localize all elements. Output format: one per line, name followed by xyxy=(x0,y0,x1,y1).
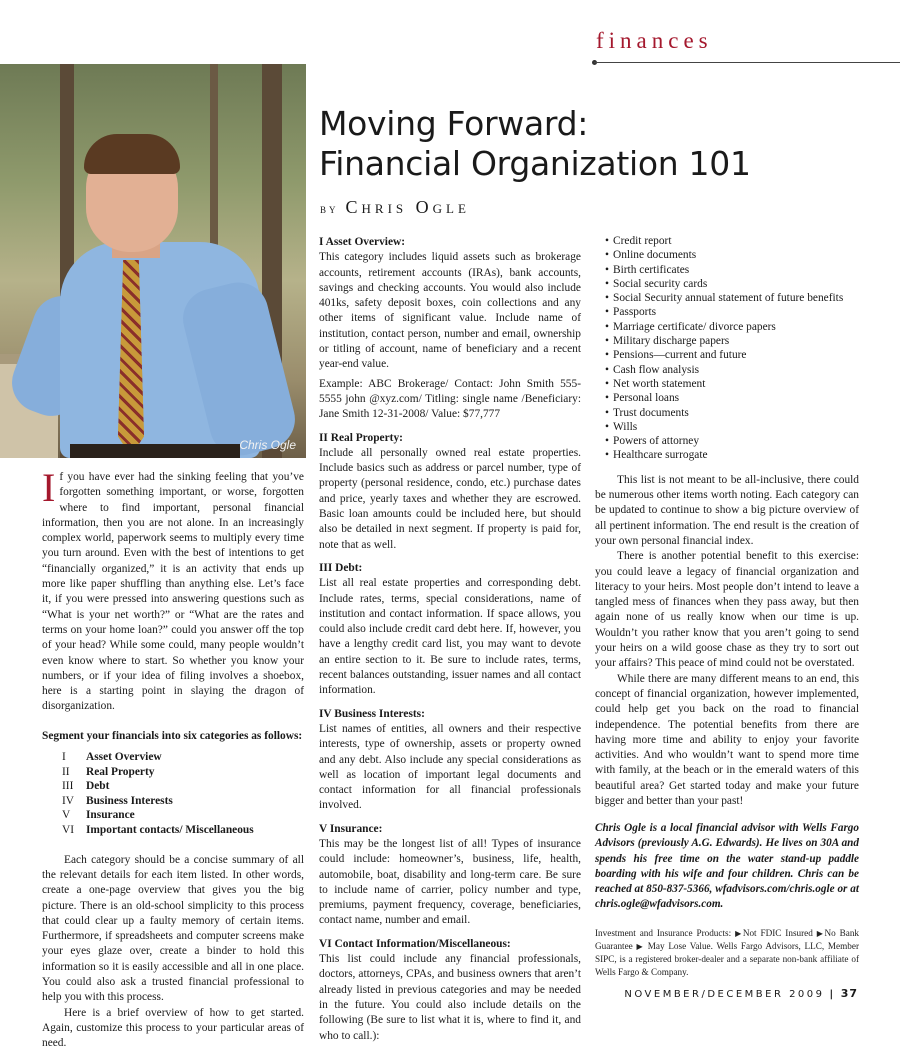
section-insurance xyxy=(319,822,581,929)
section-heading: VI Contact Information/Miscellaneous: xyxy=(319,937,511,950)
list-item: • Cash flow analysis xyxy=(605,363,859,377)
section-business-interests xyxy=(319,707,581,814)
section-body: This list could include any financial professionals, doctors, attorneys, CPAs, and business owners that aren’t already listed in previous categories and may be needed in the future. You could also include details on the following (Be sure to list what it is, where to find it, and who to call.): xyxy=(319,953,581,1042)
section-body: This category includes liquid assets such as brokerage accounts, retirement accounts (IRAs), bank accounts, savings and checking accounts. You would also include 401ks, safety deposit boxes, coin collections and any other items of significant value. Include name of institution, contact person, number and email, ownership or titling of account, name of beneficiary and a recent year-end value. xyxy=(319,251,581,371)
author-bio: Chris Ogle is a local financial advisor with Wells Fargo Advisors (previously A.G. Edwards). He lives on 30A and spends his free time on the water stand-up paddle boarding with his wife and four children. Chris can be reached at 850-837-5366, wfadvisors.com/chris.ogle or at chris.ogle@wfadvisors.com. xyxy=(595,822,859,911)
list-item: • Net worth statement xyxy=(605,377,859,391)
body-paragraph: There is another potential benefit to this exercise: you could leave a legacy of financial organization and literacy to your heirs. Most people don’t intend to leave a tangled mess of finances when they pass away, but then again none of us really know when our time is up. Wouldn’t you rather know that you aren’t going to send your heirs on a wild goose chase as they try to sort out your affairs? This peace of mind could not be overstated. xyxy=(595,550,859,670)
body-paragraph: Each category should be a concise summary of all the relevant details for each item listed. In other words, create a one-page overview that gives you the big picture. There is an old-school simplicity to this process that could clear up a faulty memory of certain items. Furthermore, if spreadsheets and computer screens make your eyes glaze over, create a binder to hold this information so it is easily accessible and all in one place. You could also ask a trusted financial professional to help you with this process. xyxy=(42,853,304,1004)
disclaimer: Investment and Insurance Products: ▶Not FDIC Insured ▶No Bank Guarantee ▶ May Lose Value. Wells Fargo Advisors, LLC, Member SIPC, is a registered broker-dealer and a separate non-bank affiliate of Wells Fargo & Company. xyxy=(595,927,860,977)
photo-belt xyxy=(70,444,240,458)
byline-by: by xyxy=(320,201,339,216)
list-item: • Trust documents xyxy=(605,406,859,420)
category-list xyxy=(62,750,304,838)
section-label: finances xyxy=(596,28,713,53)
section-body: List names of entities, all owners and their respective interests, type of ownership, assets or property owned and any debt. Also include any special considerations as well as location of important legal documents and contact information for all financial professionals involved. xyxy=(319,722,581,812)
list-item: • Birth certificates xyxy=(605,263,859,277)
body-paragraph: While there are many different means to an end, this concept of financial organization, however implemented, could help get you back on the road to financial independence. The potential benefits from there are having more time and ability to enjoy your favorite activities. And who wouldn’t want to spend more time with family, at the beach or in the emerald waters of this beautiful area? Get started today and make your future bigger and better than your past! xyxy=(595,672,859,807)
title-line-2: Financial Organization 101 xyxy=(319,144,751,183)
list-item: III Debt xyxy=(62,780,110,793)
list-item: V Insurance xyxy=(62,809,135,822)
page-footer xyxy=(624,987,858,1000)
section-heading: III Debt: xyxy=(319,561,363,574)
section-contact-information xyxy=(319,937,581,1044)
column-2 xyxy=(319,235,581,1052)
page-number: 37 xyxy=(840,987,858,1000)
footer-divider: | xyxy=(829,989,836,1000)
segment-heading: Segment your financials into six categories as follows: xyxy=(42,729,303,742)
list-item: II Real Property xyxy=(62,765,155,778)
list-item: IV Business Interests xyxy=(62,794,173,807)
section-asset-overview xyxy=(319,235,581,423)
section-body: This may be the longest list of all! Types of insurance could include: homeowner’s, business, life, health, automobile, boat, disability and long-term care. Be sure to include name of carrier, policy number and type, premiums, payment frequency, coverage, beneficiaries, contact name, number and email. xyxy=(319,837,581,927)
list-item: VI Important contacts/ Miscellaneous xyxy=(62,824,254,837)
byline-author: Chris Ogle xyxy=(345,197,470,217)
drop-cap: I xyxy=(42,465,56,510)
document-checklist xyxy=(605,234,859,463)
list-item: I Asset Overview xyxy=(62,751,162,764)
section-example: Example: ABC Brokerage/ Contact: John Smith 555-5555 john @xyz.com/ Titling: single name /Beneficiary: Jane Smith 12-31-2008/ Value: $77,777 xyxy=(319,377,581,421)
column-1 xyxy=(42,465,304,1051)
list-item: • Personal loans xyxy=(605,391,859,405)
byline xyxy=(320,197,470,218)
list-item: • Marriage certificate/ divorce papers xyxy=(605,320,859,334)
intro-paragraph xyxy=(42,465,304,715)
list-item: • Online documents xyxy=(605,248,859,262)
list-item: • Healthcare surrogate xyxy=(605,448,859,462)
photo-hair xyxy=(84,134,180,174)
list-item: • Wills xyxy=(605,420,859,434)
triangle-icon: ▶ xyxy=(735,928,743,938)
section-heading: II Real Property: xyxy=(319,431,403,444)
section-heading: IV Business Interests: xyxy=(319,707,425,720)
section-heading: V Insurance: xyxy=(319,822,383,835)
list-item: • Powers of attorney xyxy=(605,434,859,448)
section-debt xyxy=(319,561,581,699)
list-item: • Pensions—current and future xyxy=(605,348,859,362)
list-item: • Passports xyxy=(605,305,859,319)
triangle-icon: ▶ xyxy=(816,928,825,938)
column-3 xyxy=(595,234,859,978)
title-line-1: Moving Forward: xyxy=(319,104,589,143)
article-title xyxy=(319,104,751,184)
triangle-icon: ▶ xyxy=(636,941,645,951)
section-real-property xyxy=(319,431,581,553)
intro-text: f you have ever had the sinking feeling that you’ve forgotten something important, or worse, forgotten where to find important, personal financial information, then you are not alone. In an increasingly complex world, paperwork seems to multiply every time you turn around. Even with the best of intentions to get “financially organized,” it is an activity that ends up more like paper shuffling than anything else. Let’s face it, if you were pressed into answering questions such as “What is your net worth?” or “What are the rates and terms on your home loan?” could you answer off the top of your head? While some could, many people wouldn’t even know where to start. So whether you know your numbers, or if your idea of filing involves a shoebox, here is a starting point in slaying the dragon of disorganization. xyxy=(42,471,304,713)
author-photo xyxy=(0,64,306,458)
section-heading: I Asset Overview: xyxy=(319,236,406,248)
body-paragraph: This list is not meant to be all-inclusive, there could be numerous other items worth noting. Each category can be updated to continue to show a big picture overview of all pertinent information. The end result is the creation of your own personal financial index. xyxy=(595,473,859,547)
list-item: • Social security cards xyxy=(605,277,859,291)
list-item: • Military discharge papers xyxy=(605,334,859,348)
photo-credit: Chris Ogle xyxy=(239,438,296,452)
list-item: • Social Security annual statement of future benefits xyxy=(605,291,859,305)
section-rule xyxy=(594,62,900,63)
section-body: Include all personally owned real estate properties. Include basics such as address or parcel number, type of property (personal residence, condo, etc.) purchase dates and price, yearly taxes and whether they are escrowed. Basic loan amounts could be included here, but should also be detailed in next segment. If property is paid for, note that as well. xyxy=(319,446,581,551)
body-paragraph: Here is a brief overview of how to get started. Again, customize this process to your particular areas of need. xyxy=(42,1006,304,1050)
list-item: • Credit report xyxy=(605,234,859,248)
section-body: List all real estate properties and corresponding debt. Include rates, terms, special considerations, name of institution and contact information. If space allows, you could also include credit card debt here. If, however, you have a lengthy credit card list, you may want to devote an entire section to it. Be sure to include rates, terms, recent balances outstanding, issuer names and all contact information. xyxy=(319,577,581,697)
issue-date: NOVEMBER/DECEMBER 2009 xyxy=(624,989,825,1000)
